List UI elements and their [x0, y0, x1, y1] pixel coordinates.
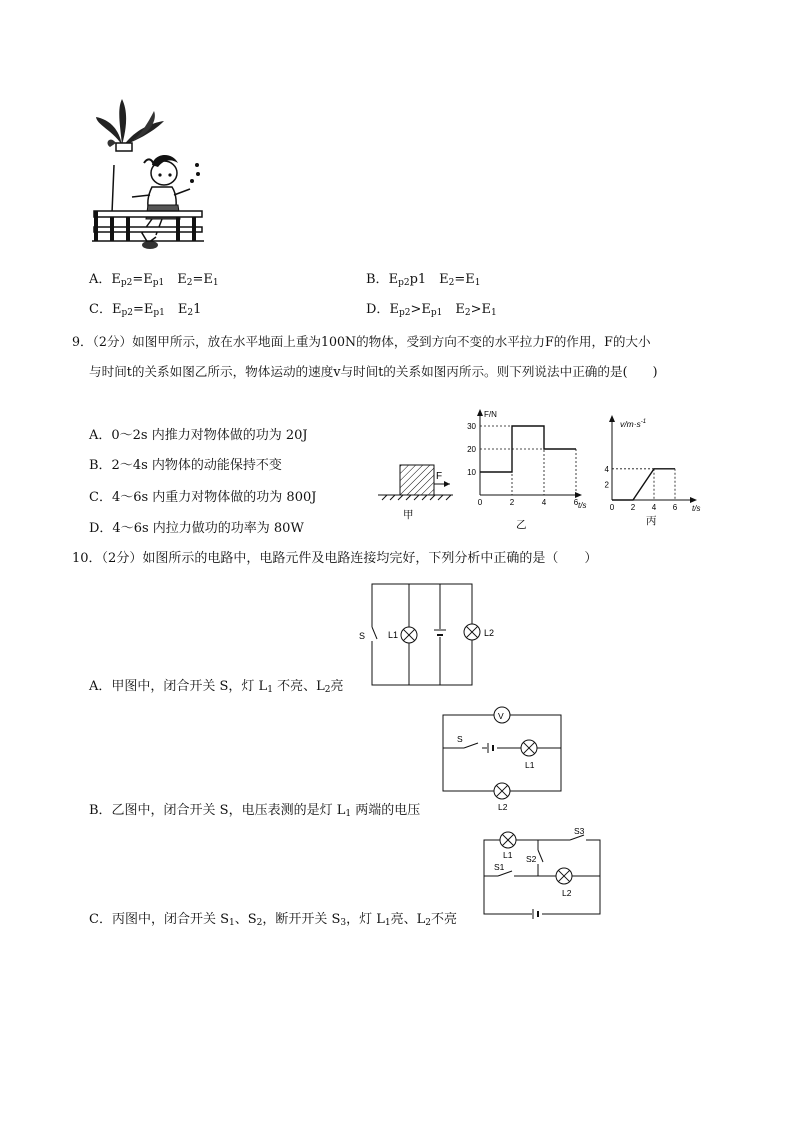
- label-s1: S1: [494, 862, 505, 872]
- q10-stem: 10．（2分）如图所示的电路中，电路元件及电路连接均完好，下列分析中正确的是（ ）: [72, 551, 598, 566]
- q8-option-c[interactable]: [89, 301, 201, 322]
- q8-cartoon-illustration: [92, 95, 207, 255]
- bing-xtick-6: 6: [672, 503, 678, 512]
- yi-ytick-10: 10: [467, 468, 476, 477]
- q10-option-c[interactable]: C．丙图中，闭合开关 $S_1$、$S_2$，断开开关 $S_3$，灯 $L_1$亮、$L_2$不亮: [89, 912, 458, 928]
- bing-xtick-0: 0: [609, 503, 615, 512]
- q10-option-a[interactable]: A．甲图中，闭合开关 S，灯 $L_1$ 不亮、$L_2$亮: [89, 679, 344, 695]
- q10-circuit-bing: [478, 824, 608, 920]
- q8-option-a-text: $E_{p2}=E_{p1}$ $E_2=E_1$: [111, 272, 219, 288]
- q8-option-b[interactable]: [366, 271, 481, 292]
- yi-xtick-2: 2: [509, 498, 515, 507]
- q9-option-d[interactable]: D．4～6s 内拉力做功的功率为 80W: [89, 521, 304, 536]
- q10-circuit-yi: [440, 705, 570, 815]
- label-v: V: [498, 711, 504, 721]
- bing-xtick-2: 2: [630, 503, 636, 512]
- q9-option-b[interactable]: B．2～4s 内物体的动能保持不变: [89, 458, 282, 473]
- yi-xtick-6: 6: [573, 498, 579, 507]
- label-l2: L2: [562, 888, 572, 898]
- q8-option-d-text: $E_{p2}>E_{p1}$ $E_2>E_1$: [389, 302, 497, 318]
- bing-xlabel: t/s: [692, 504, 701, 513]
- yi-ylabel: F/N: [484, 410, 497, 419]
- q8-option-d[interactable]: [366, 301, 497, 322]
- label-s: S: [457, 734, 463, 744]
- label-s3: S3: [574, 826, 585, 836]
- q9-figure-yi-chart: [460, 405, 600, 533]
- q9-figure-bing-chart: [598, 405, 710, 533]
- q9-figure-jia: [378, 460, 453, 525]
- q9-stem-line-1: 9．（2分）如图甲所示，放在水平地面上重为100N的物体，受到方向不变的水平拉力F的作用，F的大小: [72, 334, 651, 349]
- q8-option-a-label: A．: [89, 272, 112, 287]
- yi-marks: [467, 422, 579, 507]
- q9-option-a[interactable]: A．0～2s 内推力对物体做的功为 20J: [89, 428, 308, 443]
- force-label: F: [436, 471, 443, 482]
- label-s: S: [359, 631, 366, 641]
- q10-circuit-jia: [354, 580, 504, 692]
- fig-jia-caption: 甲: [403, 509, 414, 521]
- bing-caption: 丙: [646, 515, 657, 527]
- label-l1: L1: [503, 850, 513, 860]
- yi-ytick-20: 20: [467, 445, 476, 454]
- bing-marks: [605, 465, 678, 512]
- ground-hatch: [382, 495, 451, 500]
- bing-ytick-2: 2: [604, 480, 609, 490]
- bing-series-line: [612, 469, 675, 500]
- bing-ytick-4: 4: [604, 464, 609, 474]
- label-s2: S2: [526, 854, 537, 864]
- q8-option-b-label: B．: [366, 272, 389, 287]
- q8-option-d-label: D．: [366, 302, 390, 317]
- q10-option-b[interactable]: B．乙图中，闭合开关 S，电压表测的是灯 $L_1$ 两端的电压: [89, 803, 421, 819]
- q8-option-b-text: $E_{p2}p1$ $E_2=E_1$: [388, 272, 481, 288]
- q9-option-c[interactable]: C．4～6s 内重力对物体做的功为 800J: [89, 490, 317, 505]
- label-l2: L2: [484, 628, 495, 638]
- yi-caption: 乙: [516, 519, 527, 531]
- q8-option-c-label: C．: [89, 302, 112, 317]
- label-l1: L1: [525, 760, 535, 770]
- q8-option-c-text: $E_{p2}=E_{p1}$ $E_21$: [111, 302, 202, 318]
- bing-xtick-4: 4: [651, 503, 657, 512]
- q8-option-a[interactable]: [89, 271, 219, 292]
- q9-stem-line-2: 与时间t的关系如图乙所示，物体运动的速度v与时间t的关系如图丙所示。则下列说法中正确的是( ): [89, 364, 658, 379]
- block: [400, 465, 434, 495]
- label-l2: L2: [498, 802, 508, 812]
- yi-xtick-0: 0: [477, 498, 483, 507]
- bing-ylabel: $v/m\cdot s^{-1}$: [620, 419, 647, 429]
- yi-xlabel: t/s: [578, 501, 587, 510]
- label-l1: L1: [388, 630, 399, 640]
- yi-xtick-4: 4: [541, 498, 547, 507]
- yi-ytick-30: 30: [467, 422, 476, 431]
